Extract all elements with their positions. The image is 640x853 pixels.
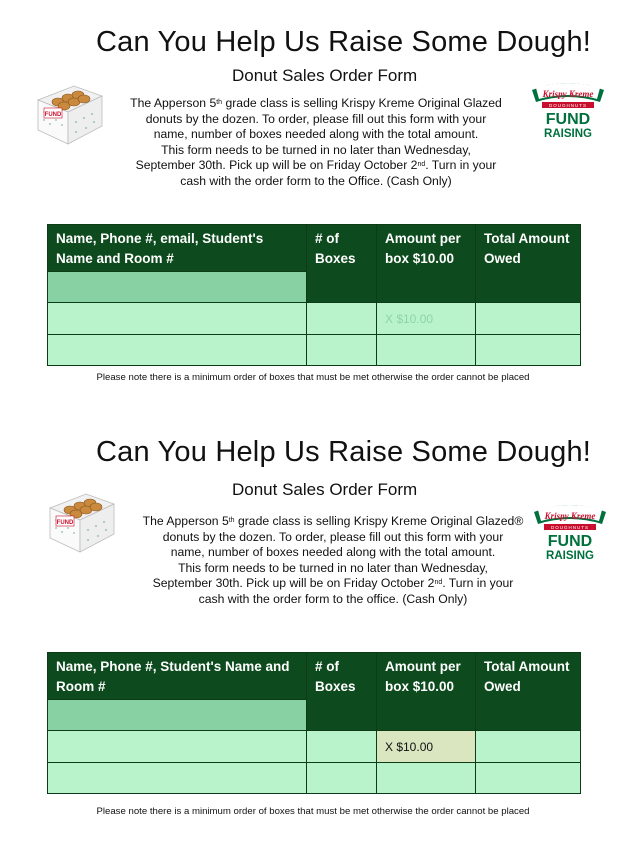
desc-line: This form needs to be turned in no later than Wednesday,	[178, 560, 488, 575]
minimum-order-note: Please note there is a minimum order of boxes that must be met otherwise the order cannot be placed	[96, 806, 530, 817]
header-total: Total Amount Owed	[476, 225, 581, 303]
table-row	[48, 763, 581, 794]
desc-line: This form needs to be turned in no later than Wednesday,	[161, 142, 471, 157]
logo-brand: Krispy Kreme	[542, 89, 594, 99]
header-amount: Amount per box $10.00	[377, 653, 476, 731]
boxes-entry-cell[interactable]	[307, 763, 377, 794]
desc-line: donuts by the dozen. To order, please fill out this form with your	[145, 111, 487, 126]
desc-line: donuts by the dozen. To order, please fill out this form with your	[162, 529, 504, 544]
desc-line: September 30th. Pick up will be on Friday October 2nd. Turn in your	[152, 576, 514, 591]
desc-line: name, number of boxes needed along with the total amount.	[153, 127, 479, 142]
logo-brand: Krispy Kreme	[544, 511, 596, 521]
header-total: Total Amount Owed	[476, 653, 581, 731]
multiplier-cell: X $10.00	[377, 303, 476, 335]
boxes-entry-cell[interactable]	[307, 731, 377, 763]
header-boxes: # of Boxes	[307, 653, 377, 731]
desc-line: name, number of boxes needed along with the total amount.	[170, 545, 496, 560]
form-subtitle: Donut Sales Order Form	[232, 480, 418, 499]
desc-line: The Apperson 5th grade class is selling Krispy Kreme Original Glazed	[130, 96, 502, 110]
header-name: Name, Phone #, email, Student's Name and Room #	[48, 225, 307, 272]
form-description	[116, 514, 550, 608]
donut-box-image	[42, 478, 122, 558]
logo-sub: DOUGHNUTS	[549, 103, 587, 108]
order-table	[47, 652, 581, 794]
name-entry-cell[interactable]	[48, 763, 307, 794]
name-entry-cell[interactable]	[48, 731, 307, 763]
header-amount: Amount per box $10.00	[377, 225, 476, 303]
amount-entry-cell[interactable]	[377, 763, 476, 794]
table-row	[48, 731, 581, 763]
box-fund-label: FUND	[56, 520, 74, 526]
header-name: Name, Phone #, Student's Name and Room #	[48, 653, 307, 700]
logo-raising: RAISING	[544, 128, 592, 140]
form-subtitle: Donut Sales Order Form	[232, 66, 418, 85]
header-boxes: # of Boxes	[307, 225, 377, 303]
desc-line: The Apperson 5th grade class is selling Krispy Kreme Original Glazed®	[142, 514, 524, 528]
total-entry-cell[interactable]	[476, 731, 581, 763]
logo-fund: FUND	[545, 111, 591, 128]
logo-sub: DOUGHNUTS	[551, 525, 589, 530]
logo-fund: FUND	[547, 533, 593, 550]
multiplier-cell: X $10.00	[377, 731, 476, 763]
desc-line: cash with the order form to the Office. (Cash Only)	[180, 173, 452, 188]
minimum-order-note: Please note there is a minimum order of boxes that must be met otherwise the order cannot be placed	[96, 372, 530, 383]
name-entry-cell[interactable]	[48, 700, 307, 731]
desc-line: September 30th. Pick up will be on Friday October 2nd. Turn in your	[135, 158, 497, 173]
form-title: Can You Help Us Raise Some Dough!	[96, 26, 592, 58]
desc-line: cash with the order form to the office. (Cash Only)	[198, 591, 468, 606]
box-fund-label: FUND	[44, 112, 62, 118]
total-entry-cell[interactable]	[476, 763, 581, 794]
form-title: Can You Help Us Raise Some Dough!	[96, 436, 592, 468]
logo-raising: RAISING	[546, 550, 594, 562]
